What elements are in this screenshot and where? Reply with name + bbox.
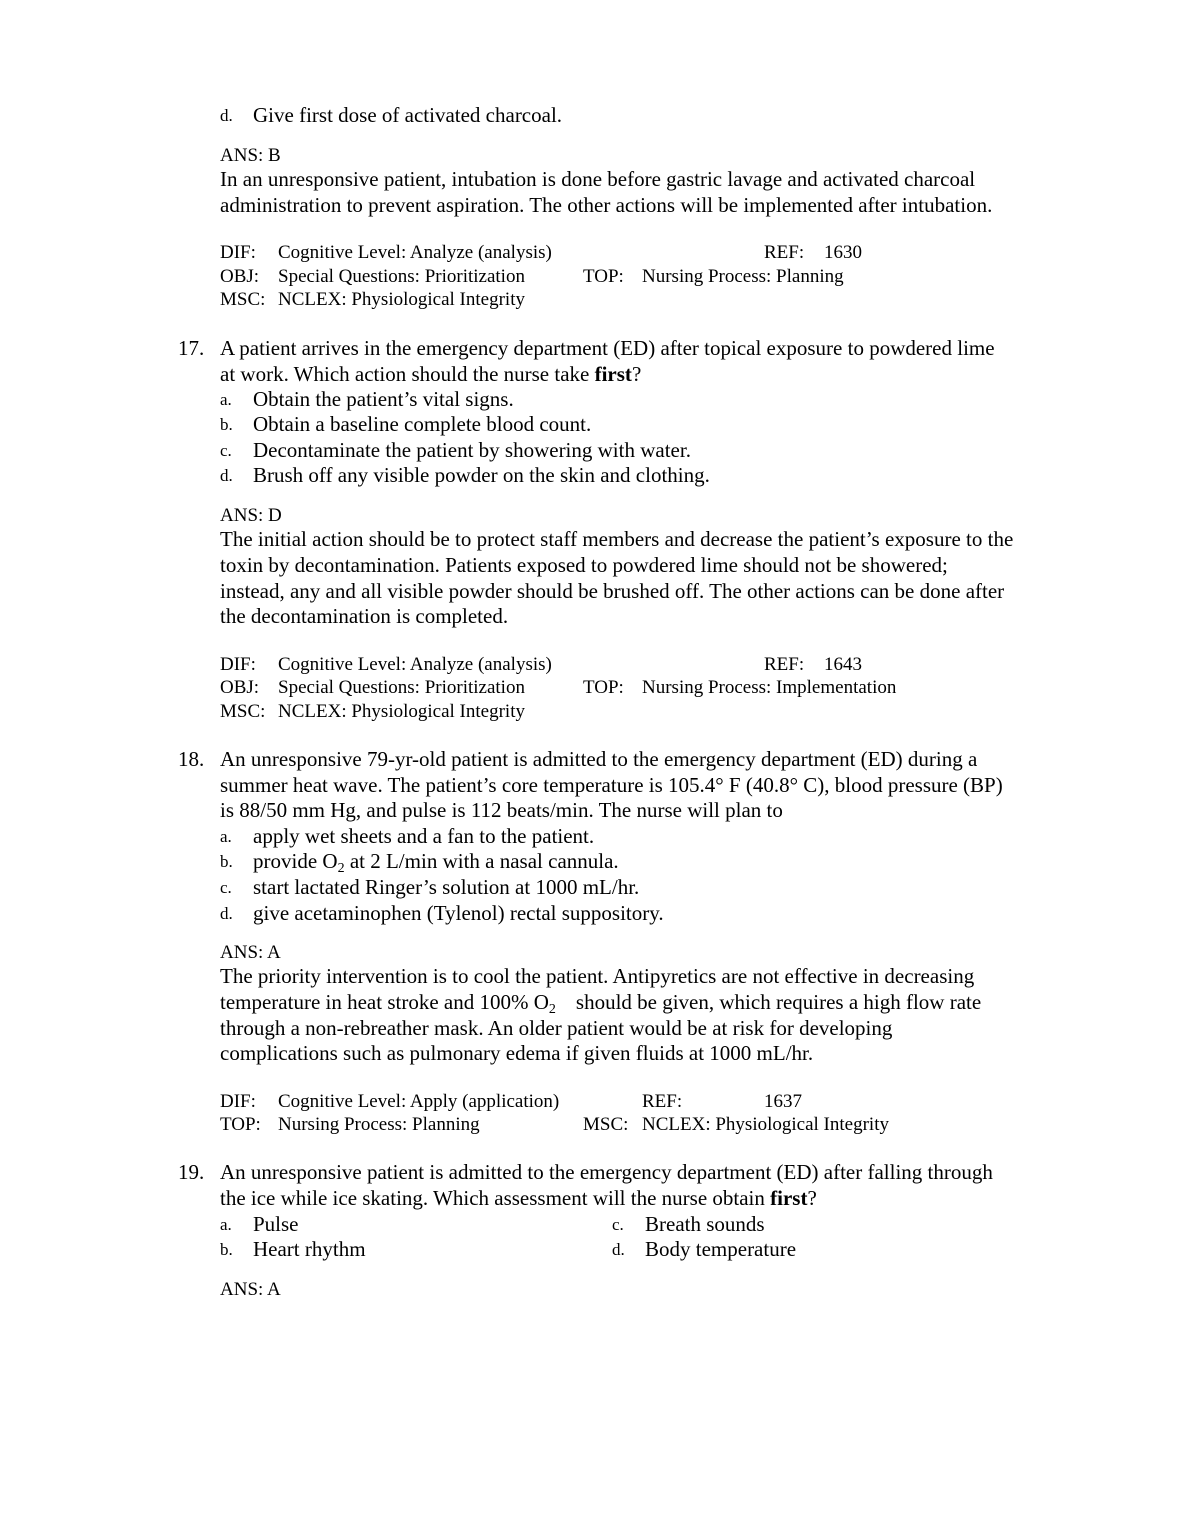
ref-label: REF: [764, 654, 805, 675]
top-label: TOP: [220, 1114, 261, 1135]
option-text: Pulse [253, 1212, 299, 1236]
rationale-line: the decontamination is completed. [220, 604, 509, 628]
option-text [253, 848, 619, 874]
option-label: c. [220, 441, 232, 460]
option-label: b. [220, 415, 233, 434]
top-value: Nursing Process: Implementation [642, 677, 897, 698]
option-label: d. [220, 466, 233, 485]
question-stem-line: A patient arrives in the emergency department (ED) after topical exposure to powdered lime [220, 336, 995, 360]
question-stem-line: An unresponsive 79-yr-old patient is admitted to the emergency department (ED) during a [220, 747, 978, 771]
option-label: b. [220, 1240, 233, 1259]
question-number: 18. [178, 747, 205, 771]
option-text: Heart rhythm [253, 1237, 366, 1261]
obj-value: Special Questions: Prioritization [278, 677, 525, 698]
msc-value: NCLEX: Physiological Integrity [642, 1114, 889, 1135]
ref-value: 1630 [824, 242, 862, 263]
option-label: d. [220, 904, 233, 923]
stem-text: the ice while ice skating. Which assessment will the nurse obtain [220, 1186, 771, 1210]
answer: ANS: A [220, 1279, 281, 1300]
question-stem-line [220, 1185, 817, 1211]
answer: ANS: A [220, 942, 281, 963]
obj-label: OBJ: [220, 266, 260, 287]
option-text: give acetaminophen (Tylenol) rectal suppository. [253, 901, 664, 925]
dif-value: Cognitive Level: Apply (application) [278, 1091, 560, 1112]
option-text-part: provide O [253, 849, 338, 873]
answer: ANS: B [220, 145, 281, 166]
rationale-line: through a non-rebreather mask. An older patient would be at risk for developing [220, 1016, 893, 1040]
option-label: c. [220, 878, 232, 897]
question-stem-line: An unresponsive patient is admitted to the emergency department (ED) after falling through [220, 1160, 993, 1184]
option-text: start lactated Ringer’s solution at 1000 mL/hr. [253, 875, 640, 899]
question-number: 19. [178, 1160, 205, 1184]
ref-label: REF: [764, 242, 805, 263]
question-stem-line: is 88/50 mm Hg, and pulse is 112 beats/min. The nurse will plan to [220, 798, 783, 822]
option-label: b. [220, 852, 233, 871]
rationale-line: In an unresponsive patient, intubation is done before gastric lavage and activated charcoal [220, 167, 976, 191]
stem-text: ? [631, 362, 642, 386]
option-text: Obtain a baseline complete blood count. [253, 412, 592, 436]
rationale-line: administration to prevent aspiration. The other actions will be implemented after intubation. [220, 193, 993, 217]
ref-value: 1643 [824, 654, 862, 675]
option-label: a. [220, 1215, 232, 1234]
dif-label: DIF: [220, 1091, 256, 1112]
rationale-text: should be given, which requires a high flow rate [575, 990, 982, 1014]
question-stem-line: summer heat wave. The patient’s core temperature is 105.4° F (40.8° C), blood pressure (BP) [220, 773, 1003, 797]
option-text: Brush off any visible powder on the skin and clothing. [253, 463, 710, 487]
answer: ANS: D [220, 505, 282, 526]
option-text-part: at 2 L/min with a nasal cannula. [344, 849, 619, 873]
rationale-line: The priority intervention is to cool the patient. Antipyretics are not effective in decreasing [220, 964, 975, 988]
obj-value: Special Questions: Prioritization [278, 266, 525, 287]
option-text: Breath sounds [645, 1212, 765, 1236]
rationale-text: temperature in heat stroke and 100% O [220, 990, 549, 1014]
option-text: Body temperature [645, 1237, 797, 1261]
msc-value: NCLEX: Physiological Integrity [278, 701, 525, 722]
question-stem-line [220, 361, 641, 387]
dif-label: DIF: [220, 654, 256, 675]
dif-value: Cognitive Level: Analyze (analysis) [278, 242, 552, 263]
msc-label: MSC: [220, 701, 266, 722]
option-text: Obtain the patient’s vital signs. [253, 387, 514, 411]
question-number: 17. [178, 336, 205, 360]
rationale-line: complications such as pulmonary edema if given fluids at 1000 mL/hr. [220, 1041, 814, 1065]
option-label: a. [220, 390, 232, 409]
top-label: TOP: [583, 677, 624, 698]
top-value: Nursing Process: Planning [278, 1114, 480, 1135]
msc-label: MSC: [583, 1114, 629, 1135]
stem-emphasis: first [594, 362, 632, 386]
top-value: Nursing Process: Planning [642, 266, 844, 287]
subscript: 2 [337, 861, 345, 876]
option-text: Decontaminate the patient by showering with water. [253, 438, 691, 462]
stem-emphasis: first [770, 1186, 808, 1210]
option-label: c. [612, 1215, 624, 1234]
option-text: apply wet sheets and a fan to the patient. [253, 824, 595, 848]
rationale-line: instead, any and all visible powder should be brushed off. The other actions can be done after [220, 579, 1005, 603]
option-label: d. [612, 1240, 625, 1259]
obj-label: OBJ: [220, 677, 260, 698]
stem-text: at work. Which action should the nurse take [220, 362, 595, 386]
stem-text: ? [807, 1186, 817, 1210]
ref-label: REF: [642, 1091, 683, 1112]
top-label: TOP: [583, 266, 624, 287]
rationale-line: The initial action should be to protect staff members and decrease the patient’s exposure to the [220, 527, 1014, 551]
rationale-line: toxin by decontamination. Patients exposed to powdered lime should not be showered; [220, 553, 948, 577]
ref-value: 1637 [764, 1091, 802, 1112]
rationale-line [220, 989, 981, 1015]
option-label: d. [220, 106, 233, 125]
subscript: 2 [548, 1002, 556, 1017]
msc-value: NCLEX: Physiological Integrity [278, 289, 525, 310]
dif-value: Cognitive Level: Analyze (analysis) [278, 654, 552, 675]
msc-label: MSC: [220, 289, 266, 310]
dif-label: DIF: [220, 242, 256, 263]
option-label: a. [220, 827, 232, 846]
option-text: Give first dose of activated charcoal. [253, 103, 563, 127]
